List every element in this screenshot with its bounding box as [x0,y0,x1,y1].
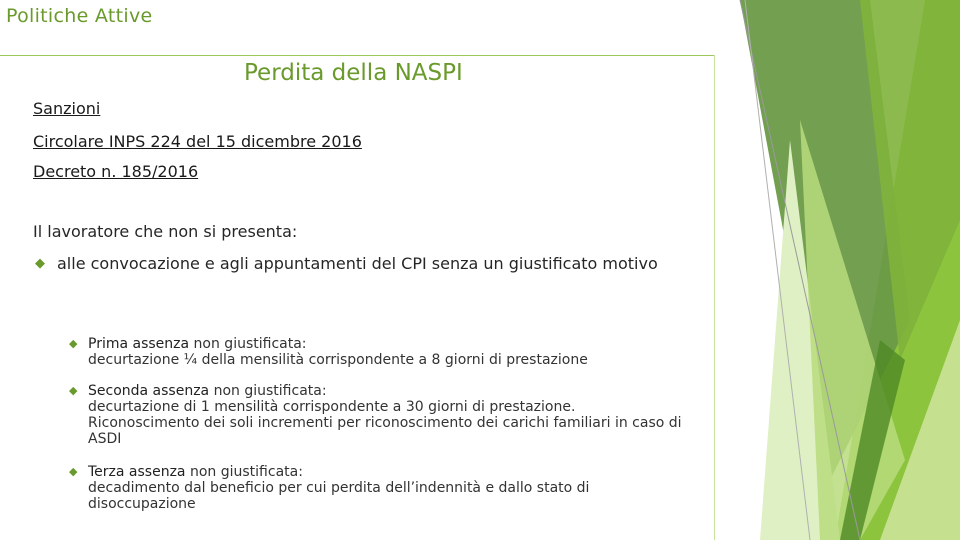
sub-item-rest: non giustificata: [189,336,307,352]
sub-item-lead: Terza assenza [88,464,186,480]
sub-item [69,336,689,368]
sub-item-lead: Seconda assenza [88,383,210,399]
slide-title: Perdita della NASPI [244,60,463,86]
header-divider [0,55,715,56]
sub-item-rest: non giustificata: [185,464,303,480]
diamond-bullet-icon: ◆ [69,384,78,397]
link-circolare-inps[interactable]: Circolare INPS 224 del 15 dicembre 2016 [33,132,362,151]
diamond-bullet-icon: ◆ [69,465,78,478]
sub-item-detail: decurtazione di 1 mensilità corrispondente a 30 giorni di prestazione. Riconoscimento dei soli incrementi per riconoscimento dei carichi familiari in caso di ASDI [88,399,682,447]
intro-text: Il lavoratore che non si presenta: [33,222,298,241]
sub-item [69,383,689,447]
diamond-bullet-icon: ◆ [35,256,45,271]
content-border [714,55,715,540]
main-bullet [35,254,675,273]
header-title: Politiche Attive [6,5,153,27]
link-sanzioni[interactable]: Sanzioni [33,99,101,118]
sub-item-lead: Prima assenza [88,336,190,352]
sub-item [69,464,689,512]
link-decreto[interactable]: Decreto n. 185/2016 [33,162,199,181]
diamond-bullet-icon: ◆ [69,337,78,350]
main-bullet-text: alle convocazione e agli appuntamenti del CPI senza un giustificato motivo [57,254,658,273]
sub-item-detail: decurtazione ¼ della mensilità corrispondente a 8 giorni di prestazione [88,352,588,368]
sub-item-rest: non giustificata: [209,383,327,399]
sub-item-detail: decadimento dal beneficio per cui perdita dell’indennità e dallo stato di disoccupazione [88,480,590,512]
